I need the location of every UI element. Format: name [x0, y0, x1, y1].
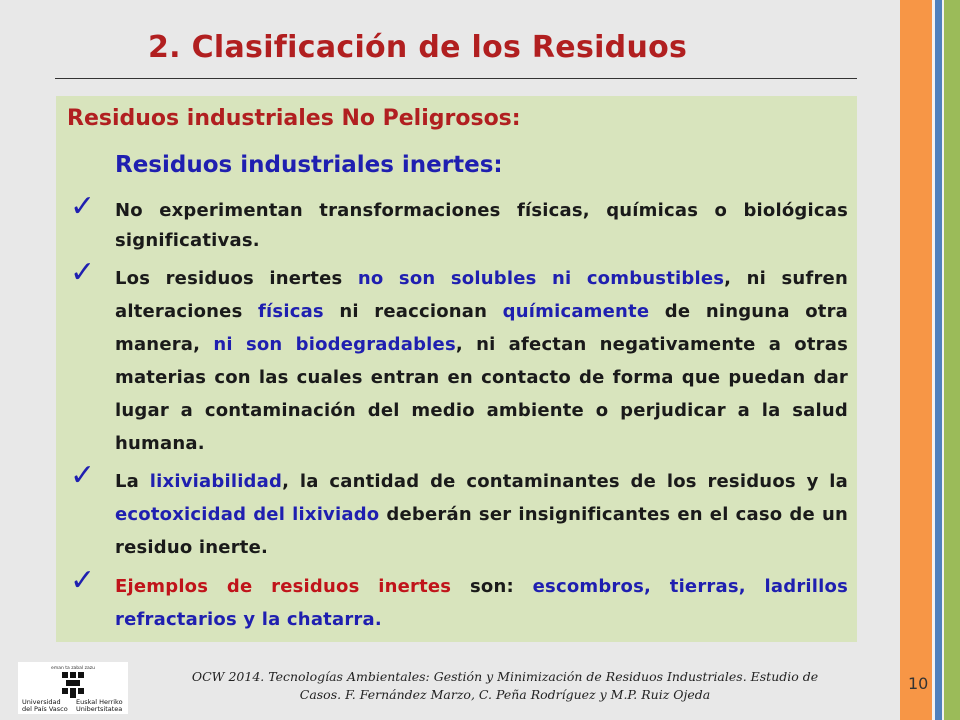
- university-logo: [18, 662, 128, 714]
- bullet-item-4: [115, 570, 848, 636]
- title-divider: [55, 78, 857, 79]
- logo-text-left-1: Universidad: [22, 698, 61, 706]
- decorative-stripes: [900, 0, 960, 720]
- bullet-3-segment-5: deberán ser insignificantes en el caso de un residuo inerte.: [115, 504, 848, 558]
- bullet-1-segment-1: No experimentan transformaciones físicas, químicas o biológicas significativas.: [115, 200, 848, 251]
- bullet-2-segment-8: ni son biodegradables: [213, 334, 456, 355]
- bullet-2-segment-1: Los residuos inertes: [115, 268, 358, 289]
- bullet-2-segment-5: ni reaccionan: [323, 301, 503, 322]
- bullet-item-2: [115, 262, 848, 460]
- logo-motto: eman ta zabal zazu: [51, 666, 95, 671]
- section-heading: Residuos industriales No Peligrosos:: [67, 106, 521, 131]
- bullet-3-segment-1: La: [115, 471, 150, 492]
- bullet-3-segment-4: ecotoxicidad del lixiviado: [115, 504, 380, 525]
- logo-text-right-2: Unibertsitatea: [76, 705, 123, 713]
- bullet-3-segment-2: lixiviabilidad: [149, 471, 283, 492]
- stripe-green: [944, 0, 960, 720]
- bullet-2-segment-6: químicamente: [502, 301, 650, 322]
- check-icon: ✓: [70, 563, 96, 598]
- bullet-3-segment-3: , la cantidad de contaminantes de los residuos y la: [282, 471, 848, 492]
- page-number: 10: [908, 674, 929, 693]
- upv-ehu-logo-graphic: [18, 662, 128, 714]
- stripe-blue: [935, 0, 942, 720]
- logo-text-right-1: Euskal Herriko: [76, 698, 123, 706]
- check-icon: ✓: [70, 189, 96, 224]
- stripe-orange: [900, 0, 932, 720]
- bullet-2-segment-3: , ni sufren alteraciones: [115, 268, 848, 322]
- footer-citation: OCW 2014. Tecnologías Ambientales: Gestión y Minimización de Residuos Industriales. Estudio de Casos. F. Fernández Marzo, C. Peña Rodríguez y M.P. Ruiz Ojeda: [191, 669, 819, 702]
- check-icon: ✓: [70, 255, 96, 290]
- bullet-2-segment-2: no son solubles ni combustibles: [357, 268, 725, 289]
- bullet-2-segment-4: físicas: [258, 301, 324, 322]
- check-icon: ✓: [70, 458, 96, 493]
- bullet-4-segment-3: escombros, tierras, ladrillos refractarios y la chatarra.: [115, 576, 849, 630]
- bullet-item-1: [115, 196, 848, 256]
- bullet-2-segment-7: de ninguna otra manera,: [115, 301, 848, 355]
- bullet-item-3: [115, 465, 848, 564]
- bullet-4-segment-1: Ejemplos de residuos inertes: [115, 576, 452, 597]
- bullet-2-segment-9: , ni afectan negativamente a otras materias con las cuales entran en contacto de forma que puedan dar lugar a contaminación del medio ambiente o perjudicar a la salud humana.: [115, 334, 848, 454]
- subsection-heading: Residuos industriales inertes:: [115, 152, 503, 178]
- logo-text-left-2: del País Vasco: [22, 705, 68, 713]
- bullet-4-segment-2: son:: [451, 576, 533, 597]
- slide-title: 2. Clasificación de los Residuos: [148, 30, 688, 65]
